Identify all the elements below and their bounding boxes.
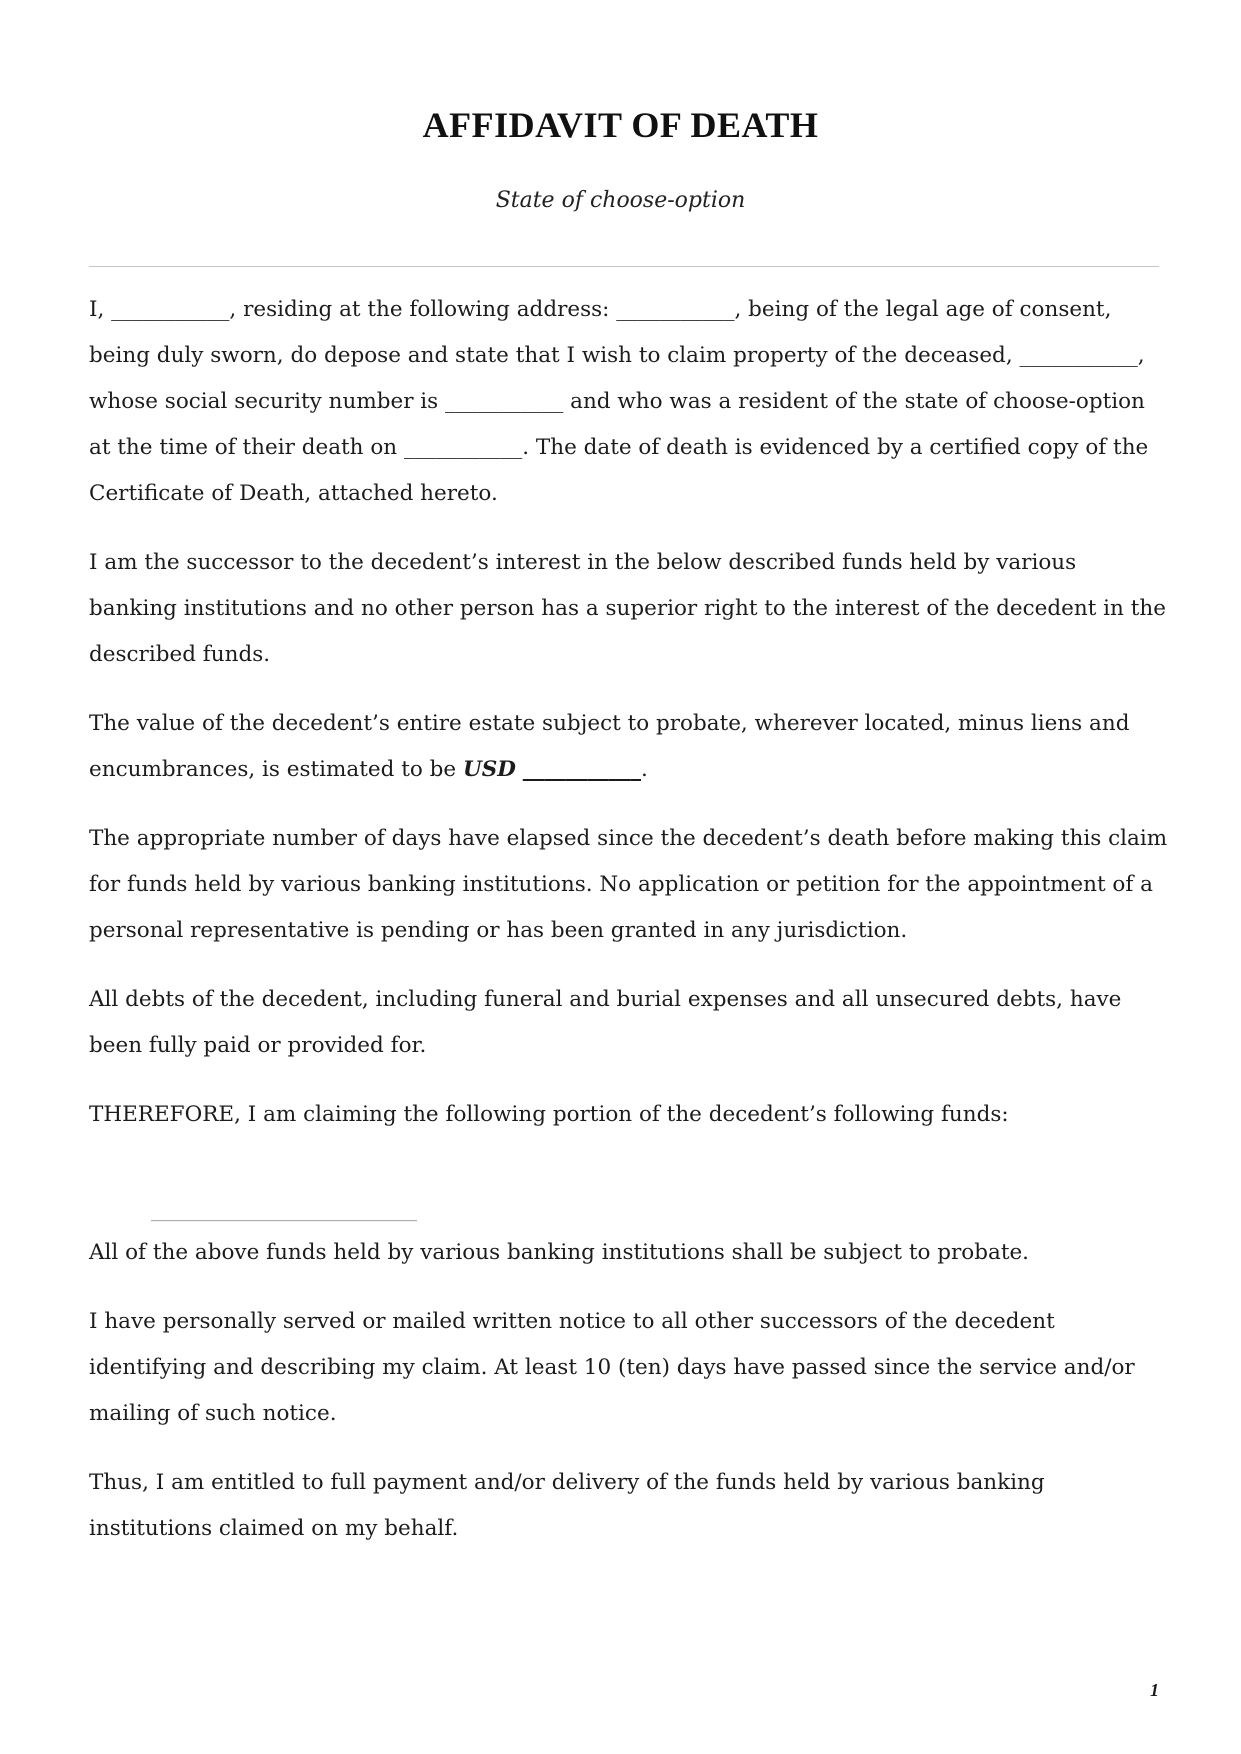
paragraph-probate: All of the above funds held by various banking institutions shall be subject to probate. (89, 1240, 1030, 1265)
estate-value-blank: ___________ (522, 757, 641, 782)
paragraph-days-elapsed: The appropriate number of days have elapsed since the decedent’s death before making this claim for funds held by various banking institutions. No application or petition for the appointment of a personal representative is pending or has been granted in any jurisdiction. (89, 826, 1168, 943)
paragraph-debts: All debts of the decedent, including funeral and burial expenses and all unsecured debts, have been fully paid or provided for. (89, 987, 1122, 1058)
paragraph-estate-value (89, 701, 1169, 793)
paragraph-successor: I am the successor to the decedent’s interest in the below described funds held by various banking institutions and no other person has a superior right to the interest of the decedent in the described funds. (89, 550, 1166, 667)
funds-blank: ______________________________________ (151, 1206, 417, 1222)
document-title: AFFIDAVIT OF DEATH (422, 105, 819, 145)
paragraph-notice: I have personally served or mailed written notice to all other successors of the decedent identifying and describing my claim. At least 10 (ten) days have passed since the service and/or mailing of such notice. (89, 1309, 1135, 1426)
paragraph-identity: I, ___________, residing at the following address: ___________, being of the legal age of consent, being duly sworn, do depose and state that I wish to claim property of the deceased, ___________, whose social security number is ___________ and who was a resident of the state of choose-option at the time of their death on ___________. The date of death is evidenced by a certified copy of the Certificate of Death, attached hereto. (89, 297, 1149, 506)
estate-value-period: . (640, 757, 648, 782)
document-body (89, 287, 1169, 1575)
paragraph-therefore: THEREFORE, I am claiming the following portion of the decedent’s following funds: (89, 1102, 1009, 1127)
estate-value-text: The value of the decedent’s entire estate subject to probate, wherever located, minus liens and encumbrances, is estimated to be (89, 711, 1130, 782)
horizontal-divider (89, 266, 1159, 267)
currency-label: USD (462, 757, 516, 782)
funds-blank-line (89, 1161, 1169, 1222)
document-subtitle: State of choose-option (495, 188, 746, 213)
paragraph-entitlement: Thus, I am entitled to full payment and/or delivery of the funds held by various banking institutions claimed on my behalf. (89, 1470, 1045, 1541)
page-number: 1 (1150, 1680, 1159, 1700)
